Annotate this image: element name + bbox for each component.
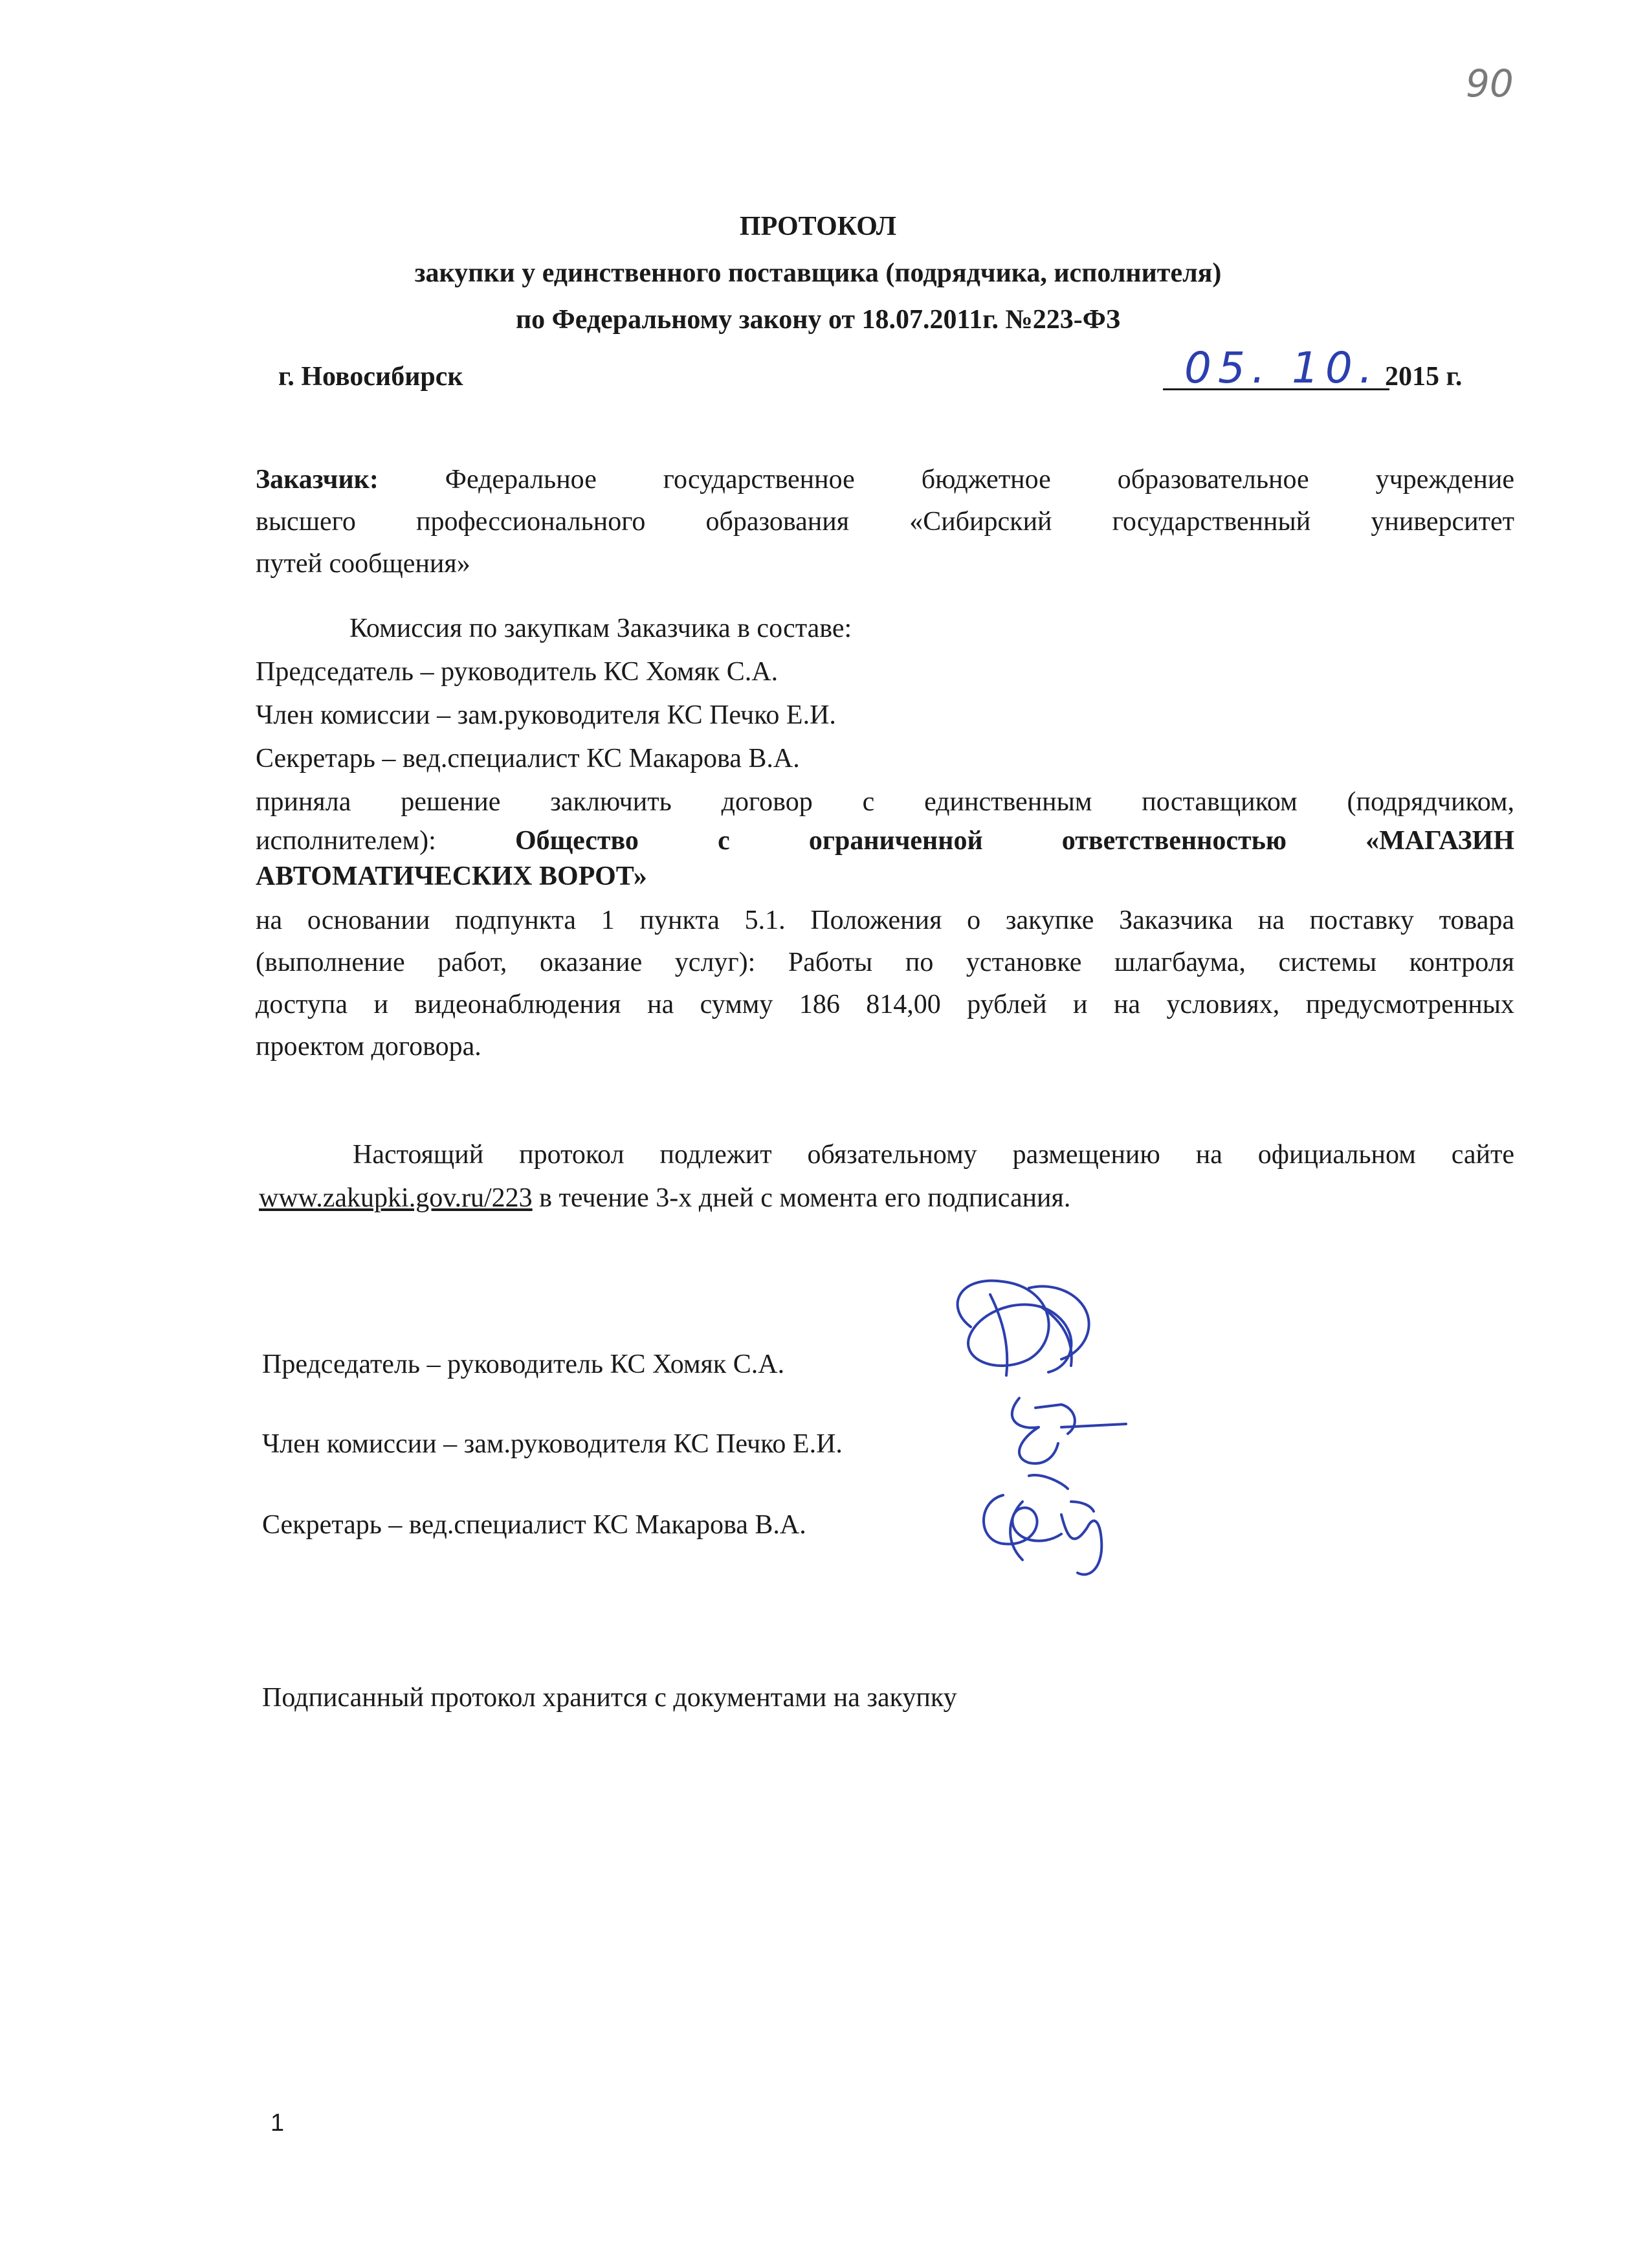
storage-note: Подписанный протокол хранится с документами на закупку [262, 1683, 957, 1713]
page-number: 1 [271, 2109, 285, 2137]
commission-intro: Комиссия по закупкам Заказчика в составе: [349, 614, 852, 643]
publish-line1: Настоящий протокол подлежит обязательному размещению на официальном сайте [353, 1140, 1514, 1170]
customer-text-line1: Федеральное государственное бюджетное образовательное учреждение [445, 465, 1515, 495]
customer-paragraph-line1 [256, 456, 1514, 503]
customer-paragraph-line2: высшего профессионального образования «Сибирский государственный университет [256, 507, 1514, 537]
city: г. Новосибирск [278, 362, 463, 392]
commission-member-secretary: Секретарь – вед.специалист КС Макарова В.А. [256, 744, 800, 773]
signature-chair: Председатель – руководитель КС Хомяк С.А. [262, 1350, 785, 1379]
decision-line1: приняла решение заключить договор с единственным поставщиком (подрядчиком, [256, 787, 1514, 817]
basis-line2: (выполнение работ, оказание услуг): Работы по установке шлагбаума, системы контроля [256, 948, 1514, 977]
basis-line3: доступа и видеонаблюдения на сумму 186 814,00 рублей и на условиях, предусмотренных [256, 990, 1514, 1019]
basis-line1: на основании подпункта 1 пункта 5.1. Положения о закупке Заказчика на поставку товара [256, 906, 1514, 935]
signature-mark-chair [958, 1281, 1072, 1372]
decision-executor-label: исполнителем): [256, 826, 436, 856]
publish-line2 [259, 1175, 1070, 1221]
supplier-name-part1: Общество с ограниченной ответственностью «МАГАЗИН [514, 826, 1515, 856]
corner-page-number: 90 [1466, 61, 1514, 106]
commission-member-deputy: Член комиссии – зам.руководителя КС Печко Е.И. [256, 700, 836, 730]
publish-line2-text: в течение 3-х дней с момента его подписания. [532, 1183, 1071, 1213]
signature-deputy: Член комиссии – зам.руководителя КС Печко Е.И. [262, 1429, 843, 1459]
commission-member-chair: Председатель – руководитель КС Хомяк С.А. [256, 657, 779, 687]
customer-paragraph-line3: путей сообщения» [256, 549, 470, 579]
document-title: ПРОТОКОЛ [739, 212, 897, 241]
basis-line4: проектом договора. [256, 1032, 481, 1062]
supplier-name-part2: АВТОМАТИЧЕСКИХ ВОРОТ» [256, 862, 647, 891]
zakupki-link[interactable]: www.zakupki.gov.ru/223 [259, 1183, 533, 1213]
document-subtitle-line2: по Федеральному закону от 18.07.2011г. №223-ФЗ [515, 305, 1120, 335]
handwritten-signatures [932, 1269, 1152, 1592]
date-handwritten: 05. 10. [1184, 343, 1379, 393]
signature-secretary: Секретарь – вед.специалист КС Макарова В.А. [262, 1510, 806, 1540]
document-subtitle-line1: закупки у единственного поставщика (подрядчика, исполнителя) [414, 258, 1222, 288]
date-year: 2015 г. [1385, 362, 1463, 392]
customer-label: Заказчик: [256, 465, 379, 495]
